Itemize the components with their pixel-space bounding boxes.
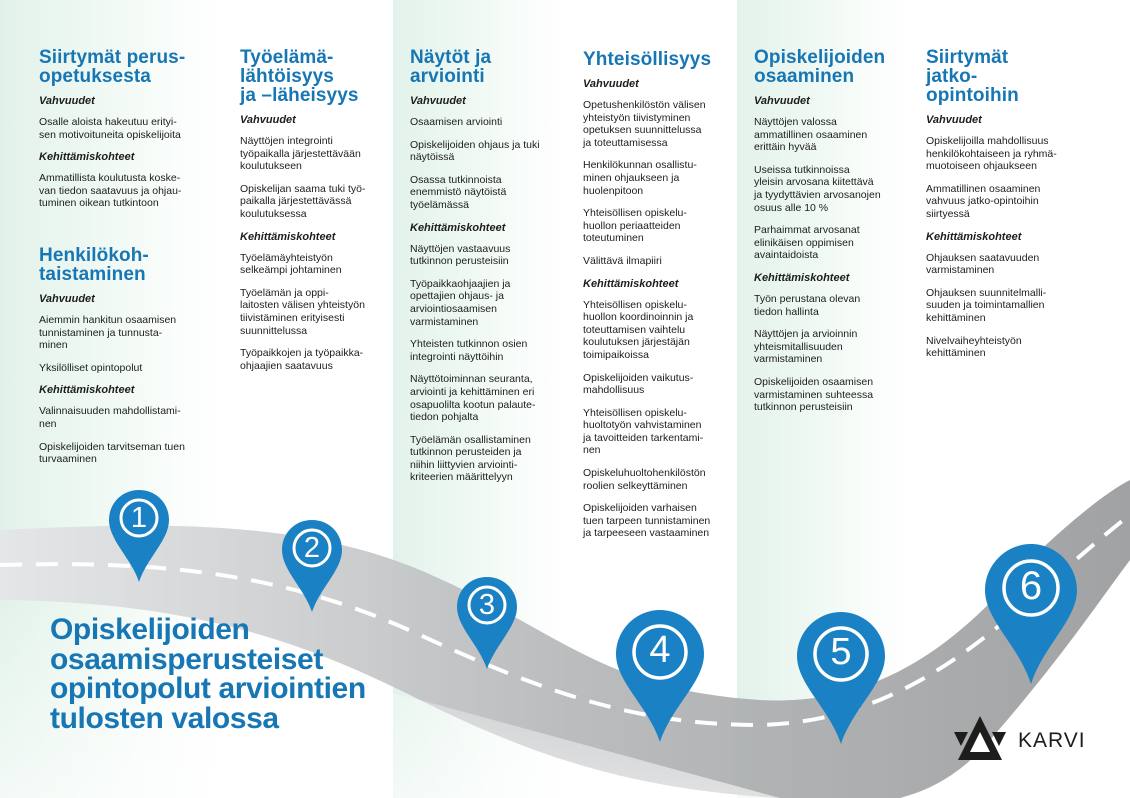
item-line: selkeämpi johtaminen	[240, 264, 342, 277]
topic-title-line: opetuksesta	[39, 66, 151, 87]
item-line: varmistaminen	[926, 264, 995, 277]
development-item	[583, 299, 738, 362]
item-line: Yhteisten tutkinnon osien	[410, 338, 528, 351]
topic-title-line: osaaminen	[754, 66, 855, 87]
strength-item	[583, 99, 738, 149]
item-line: Työn perustana olevan	[754, 292, 861, 305]
strengths-label: Vahvuudet	[926, 114, 982, 126]
item-line: Parhaimmat arvosanat	[754, 224, 860, 237]
item-line: nen	[39, 417, 57, 430]
strength-item	[754, 164, 909, 214]
item-line: arviointi ja kehittäminen eri	[410, 385, 535, 398]
item-line: nen	[583, 444, 601, 457]
topic-title-line: Näytöt ja	[410, 47, 492, 68]
pin-5-number: 5	[830, 631, 852, 673]
item-line: Työpaikkaohjaajien ja	[410, 277, 511, 290]
development-item	[240, 287, 390, 337]
strengths-label: Vahvuudet	[583, 78, 639, 90]
topic-section	[583, 50, 738, 540]
topic-title-line: Yhteisöllisyys	[583, 49, 712, 70]
item-line: Ohjauksen suunnitelmalli-	[926, 286, 1047, 299]
item-line: koulutukseen	[240, 160, 302, 173]
development-item	[240, 252, 390, 277]
item-line: Näyttöjen integrointi	[240, 135, 333, 147]
development-item	[240, 347, 390, 372]
item-line: Työelämän osallistaminen	[410, 433, 531, 446]
strength-item	[39, 116, 219, 141]
location-pin-4-icon	[614, 608, 706, 744]
item-line: huoltotyön vahvistaminen	[583, 419, 702, 432]
item-line: Osaamisen arviointi	[410, 116, 503, 128]
item-line: integrointi näyttöihin	[410, 350, 504, 363]
topic-title	[926, 48, 1091, 105]
item-line: Osalle aloista hakeutuu erityi-	[39, 116, 177, 128]
item-line: suuden ja toimintamallien	[926, 299, 1045, 312]
topic-title-line: Siirtymät	[926, 47, 1009, 68]
item-line: näytöissä	[410, 151, 455, 164]
item-line: Yhteisöllisen opiskelu-	[583, 406, 687, 419]
item-line: Ammatillista koulutusta koske-	[39, 172, 181, 185]
item-line: varmistaminen	[410, 315, 479, 328]
development-label: Kehittämiskohteet	[583, 277, 679, 290]
development-label: Kehittämiskohteet	[39, 151, 135, 164]
strengths-label: Vahvuudet	[39, 292, 95, 305]
topic-title	[39, 48, 219, 86]
item-line: ja tavoitteiden tarkentami-	[583, 431, 704, 444]
development-item	[410, 434, 565, 484]
topic-title-line: Siirtymät perus-	[39, 47, 186, 68]
item-line: toimipaikoissa	[583, 348, 649, 361]
item-line: toteutuminen	[583, 232, 644, 245]
item-line: tuminen oikean tutkintoon	[39, 197, 159, 210]
strength-item	[39, 362, 219, 375]
development-item	[583, 372, 738, 397]
item-line: tunnistaminen ja tunnusta-	[39, 326, 163, 339]
item-line: Ammatillinen osaaminen	[926, 182, 1041, 195]
item-line: Opiskelijoiden ohjaus ja tuki	[410, 138, 540, 151]
item-line: yhteismitallisuuden	[754, 340, 843, 353]
topic-title-line: taistaminen	[39, 263, 146, 285]
topic-section	[39, 246, 219, 466]
item-line: Nivelvaiheyhteistyön	[926, 334, 1022, 347]
item-line: suunnittelussa	[240, 324, 308, 337]
topic-title-line: Henkilökoh-	[39, 244, 149, 266]
strength-item	[926, 135, 1091, 173]
topic-title-line: arviointi	[410, 66, 485, 87]
item-line: huollon periaatteiden	[583, 219, 681, 232]
item-line: opettajien ohjaus- ja	[410, 290, 504, 303]
development-label: Kehittämiskohteet	[410, 221, 506, 234]
item-line: Osassa tutkinnoista	[410, 173, 502, 186]
strength-item	[754, 116, 909, 154]
topic-section	[926, 48, 1091, 360]
item-line: tiedon hallinta	[754, 305, 819, 318]
item-line: tutkinnon perusteisiin	[754, 401, 853, 414]
development-item	[926, 335, 1091, 360]
column-6	[926, 48, 1091, 370]
item-line: Työelämän ja oppi-	[240, 286, 329, 299]
item-line: Opiskelijoiden tarvitseman tuen	[39, 440, 185, 453]
title-line: opintopolut arviointien	[50, 672, 366, 705]
item-line: työelämässä	[410, 198, 469, 211]
development-item	[754, 293, 909, 318]
development-item	[410, 243, 565, 268]
topic-title-line: Opiskelijoiden	[754, 47, 886, 68]
item-line: siirtyessä	[926, 207, 970, 220]
development-item	[583, 407, 738, 457]
item-line: yhteistyön tiivistyminen	[583, 111, 691, 124]
item-line: Aiemmin hankitun osaamisen	[39, 313, 177, 326]
development-item	[754, 328, 909, 366]
topic-title	[240, 48, 390, 105]
item-line: vahvuus jatko-opintoihin	[926, 195, 1039, 208]
strength-item	[410, 174, 565, 212]
topic-title	[410, 48, 565, 86]
item-line: yleisin arvosana kiitettävä	[754, 176, 874, 189]
title-line: osaamisperusteiset	[50, 642, 323, 676]
development-item	[39, 405, 219, 430]
item-line: Yksilölliset opintopolut	[39, 361, 143, 374]
topic-title-line: ja –läheisyys	[240, 85, 359, 106]
strengths-label: Vahvuudet	[39, 95, 95, 107]
item-line: osuus alle 10 %	[754, 201, 829, 214]
item-line: tutkinnon perusteiden ja	[410, 446, 522, 459]
item-line: van tiedon saatavuus ja ohjau-	[39, 184, 182, 197]
column-5	[754, 48, 909, 424]
column-3	[410, 48, 565, 494]
development-label: Kehittämiskohteet	[754, 271, 850, 284]
topic-title	[583, 50, 738, 69]
item-line: Näyttöjen valossa	[754, 116, 837, 128]
item-line: varmistaminen suhteessa	[754, 388, 874, 401]
topic-section	[410, 48, 565, 484]
item-line: Opiskelijoiden varhaisen	[583, 502, 697, 515]
location-pin-3-icon	[455, 575, 519, 671]
location-pin-5-icon	[795, 610, 887, 746]
development-item	[926, 252, 1091, 277]
item-line: paikalla järjestettävässä	[240, 195, 352, 208]
strengths-label: Vahvuudet	[754, 95, 810, 107]
development-item	[754, 376, 909, 414]
item-line: kehittäminen	[926, 311, 986, 324]
item-line: sen motivoituneita opiskelijoita	[39, 128, 181, 141]
item-line: minen ohjaukseen ja	[583, 171, 680, 184]
item-line: Työpaikkojen ja työpaikka-	[240, 347, 364, 360]
item-line: tuen tarpeen tunnistaminen	[583, 514, 711, 527]
item-line: enemmistö näytöistä	[410, 186, 507, 199]
item-line: toteuttamisen vaihtelu	[583, 323, 686, 336]
column-4	[583, 50, 738, 550]
item-line: minen	[39, 339, 68, 352]
item-line: muotoiseen ohjaukseen	[926, 160, 1037, 173]
topic-title	[39, 246, 219, 284]
strength-item	[240, 135, 390, 173]
item-line: Opiskelijoiden osaamisen	[754, 375, 874, 388]
item-line: Opiskelijoilla mahdollisuus	[926, 135, 1049, 147]
item-line: kehittäminen	[926, 347, 986, 360]
item-line: turvaaminen	[39, 453, 97, 466]
item-line: Opiskeluhuoltohenkilöstön	[583, 467, 706, 480]
strength-item	[583, 207, 738, 245]
item-line: arviointiosaamisen	[410, 302, 497, 315]
development-item	[39, 441, 219, 466]
item-line: Useissa tutkinnoissa	[754, 163, 850, 176]
topic-title-line: Työelämä-	[240, 47, 334, 68]
strengths-label: Vahvuudet	[410, 95, 466, 107]
item-line: Näyttötoiminnan seuranta,	[410, 373, 533, 386]
item-line: tutkinnon perusteisiin	[410, 255, 509, 268]
item-line: roolien selkeyttäminen	[583, 479, 688, 492]
item-line: avaintaidoista	[754, 249, 819, 262]
item-line: tiivistäminen erityisesti	[240, 311, 345, 324]
item-line: elinikäisen oppimisen	[754, 236, 854, 249]
title-line: Opiskelijoiden	[50, 613, 250, 646]
strength-item	[754, 224, 909, 262]
item-line: ja tyydyttävien arvosanojen	[754, 188, 881, 201]
location-pin-2-icon	[280, 518, 344, 614]
strengths-label: Vahvuudet	[240, 114, 296, 126]
item-line: osapuolilta kootun palaute-	[410, 398, 536, 411]
development-item	[410, 278, 565, 328]
item-line: Opiskelijoiden vaikutus-	[583, 371, 694, 384]
development-item	[410, 338, 565, 363]
pin-1-number: 1	[130, 502, 148, 534]
strength-item	[583, 159, 738, 197]
item-line: opetuksen suunnittelussa	[583, 124, 702, 137]
item-line: koulutuksen järjestäjän	[583, 336, 690, 349]
item-line: ja tarpeeseen vastaaminen	[583, 527, 710, 540]
topic-section	[240, 48, 390, 372]
pin-3-number: 3	[478, 589, 496, 621]
item-line: kriteerien määrittelyyn	[410, 471, 513, 484]
item-line: Yhteisöllisen opiskelu-	[583, 298, 687, 311]
development-item	[926, 287, 1091, 325]
topic-title-line: lähtöisyys	[240, 66, 334, 87]
item-line: Opetushenkilöstön välisen	[583, 99, 706, 111]
development-label: Kehittämiskohteet	[240, 230, 336, 243]
strength-item	[410, 116, 565, 129]
item-line: mahdollisuus	[583, 384, 645, 397]
strength-item	[583, 255, 738, 268]
page-title	[50, 615, 430, 733]
location-pin-1-icon	[107, 488, 171, 584]
item-line: Henkilökunnan osallistu-	[583, 159, 697, 172]
location-pin-6-icon	[983, 542, 1079, 686]
development-item	[39, 172, 219, 210]
item-line: henkilökohtaiseen ja ryhmä-	[926, 147, 1057, 160]
item-line: huolenpitoon	[583, 184, 644, 197]
karvi-logo-text: KARVI	[1018, 729, 1086, 752]
item-line: ohjaajien saatavuus	[240, 359, 333, 372]
item-line: laitosten välisen yhteistyön	[240, 299, 365, 312]
item-line: Opiskelijan saama tuki työ-	[240, 182, 366, 195]
topic-section	[39, 48, 219, 210]
development-item	[410, 373, 565, 423]
topic-title-line: jatko-	[926, 66, 978, 87]
topic-title	[754, 48, 909, 86]
item-line: Näyttöjen vastaavuus	[410, 242, 511, 255]
item-line: Valinnaisuuden mahdollistami-	[39, 405, 181, 418]
item-line: ja toteuttamisessa	[583, 136, 668, 149]
item-line: työpaikalla järjestettävään	[240, 147, 361, 160]
item-line: ammatillinen osaaminen	[754, 128, 868, 141]
column-1	[39, 48, 219, 476]
column-2	[240, 48, 390, 382]
development-label: Kehittämiskohteet	[926, 230, 1022, 243]
title-line: tulosten valossa	[50, 701, 279, 735]
item-line: koulutuksessa	[240, 207, 307, 220]
item-line: niihin liittyvien arviointi-	[410, 458, 518, 471]
pin-2-number: 2	[303, 532, 321, 564]
strength-item	[410, 139, 565, 164]
strength-item	[926, 183, 1091, 221]
strength-item	[39, 314, 219, 352]
item-line: varmistaminen	[754, 353, 823, 366]
topic-title-line: opintoihin	[926, 85, 1019, 106]
item-line: tiedon pohjalta	[410, 411, 479, 424]
pin-6-number: 6	[1019, 564, 1043, 608]
item-line: Näyttöjen ja arvioinnin	[754, 328, 858, 341]
development-item	[583, 502, 738, 540]
pin-4-number: 4	[649, 629, 671, 671]
item-line: Työelämäyhteistyön	[240, 251, 333, 264]
strength-item	[240, 183, 390, 221]
topic-section	[754, 48, 909, 414]
development-item	[583, 467, 738, 492]
item-line: Yhteisöllisen opiskelu-	[583, 207, 687, 220]
item-line: erittäin hyvää	[754, 141, 817, 154]
development-label: Kehittämiskohteet	[39, 384, 135, 397]
item-line: huollon koordinoinnin ja	[583, 311, 694, 324]
item-line: Välittävä ilmapiiri	[583, 254, 662, 267]
item-line: Ohjauksen saatavuuden	[926, 251, 1040, 264]
